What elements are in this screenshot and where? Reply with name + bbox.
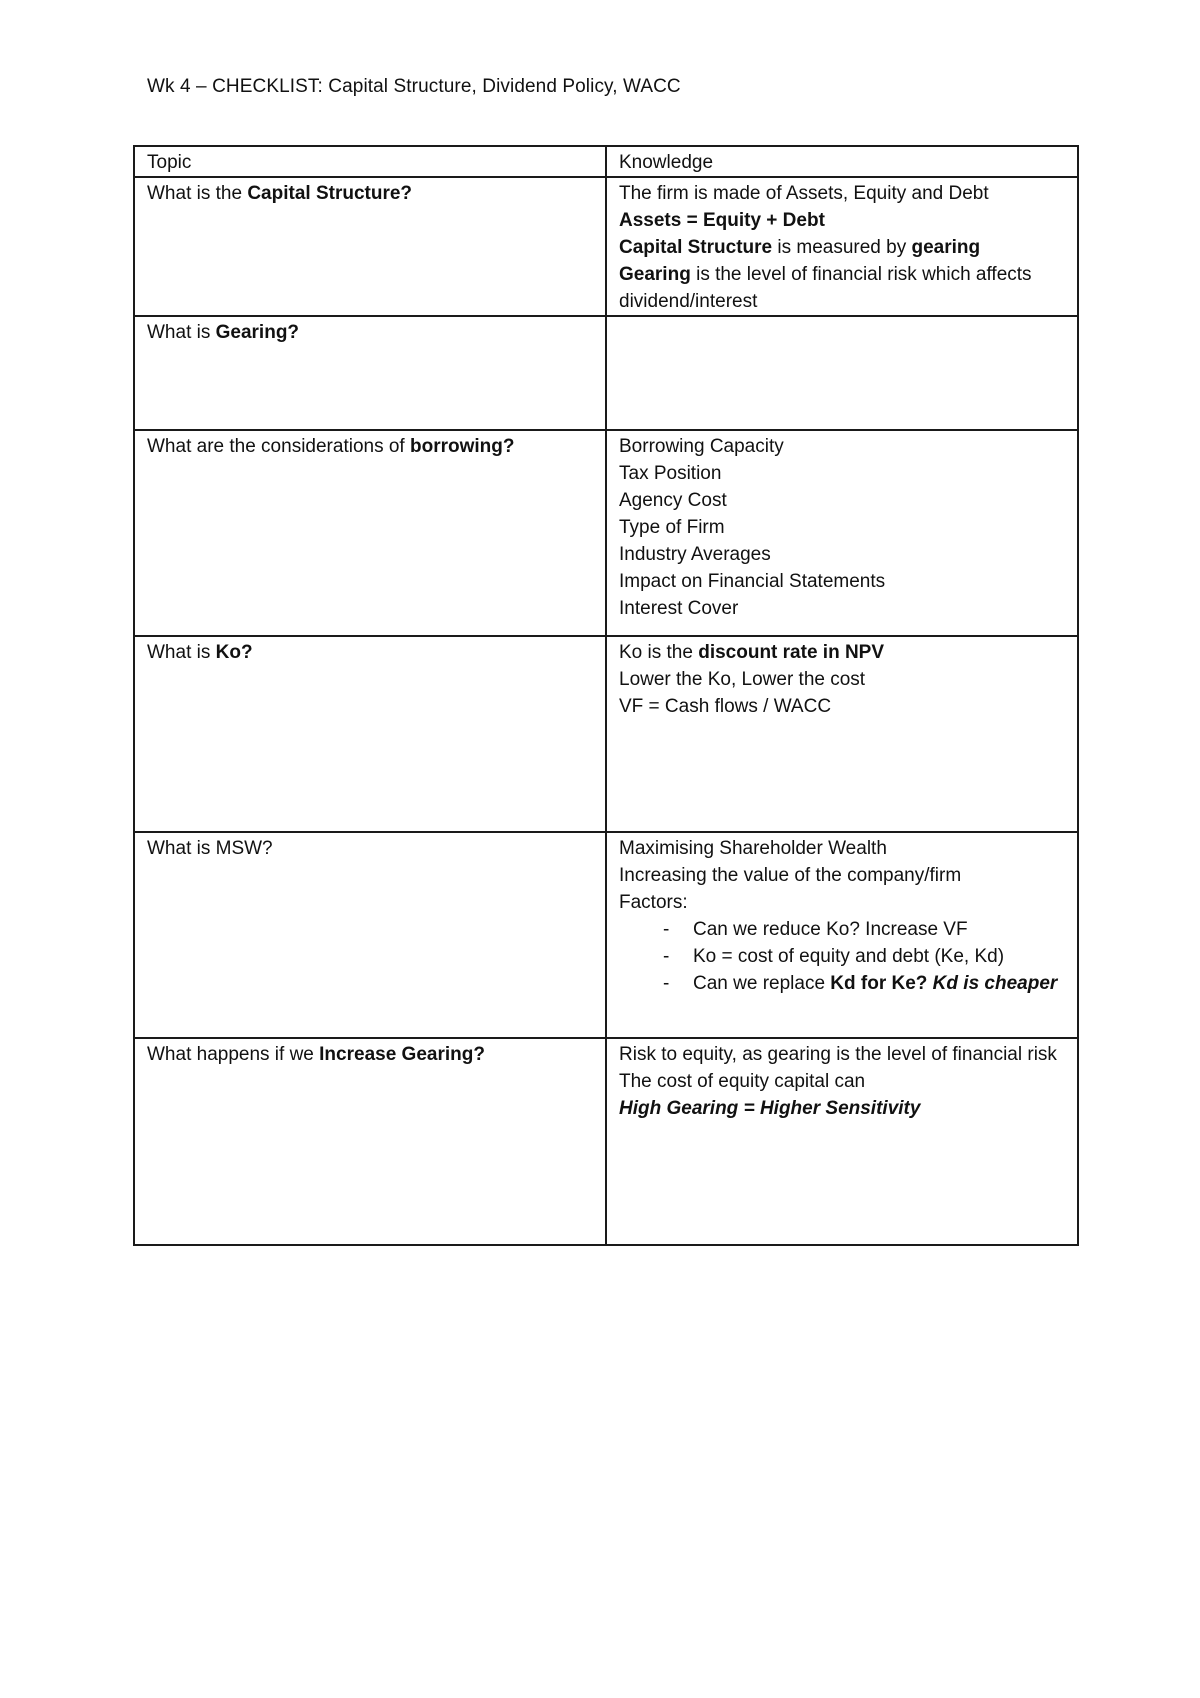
knowledge-line: Agency Cost bbox=[619, 490, 727, 511]
table-row bbox=[134, 430, 1078, 636]
knowledge-line: Lower the Ko, Lower the cost bbox=[619, 669, 866, 690]
table-row bbox=[134, 177, 1078, 316]
knowledge-line: VF = Cash flows / WACC bbox=[619, 696, 832, 717]
knowledge-line: Industry Averages bbox=[619, 544, 771, 565]
knowledge-line: The cost of equity capital can bbox=[619, 1071, 866, 1092]
knowledge-line: Gearing is the level of financial risk which affects dividend/interest bbox=[619, 264, 1032, 312]
table-row bbox=[134, 832, 1078, 1038]
knowledge-line: Factors: bbox=[619, 892, 688, 913]
list-item: - Ko = cost of equity and debt (Ke, Kd) bbox=[663, 943, 1065, 970]
knowledge-line: Interest Cover bbox=[619, 598, 739, 619]
table-row bbox=[134, 316, 1078, 430]
knowledge-line: Borrowing Capacity bbox=[619, 436, 784, 457]
knowledge-cell bbox=[606, 430, 1078, 636]
knowledge-line: Increasing the value of the company/firm bbox=[619, 865, 962, 886]
knowledge-cell bbox=[606, 832, 1078, 1038]
header-topic: Topic bbox=[134, 146, 606, 177]
knowledge-line: Assets = Equity + Debt bbox=[619, 210, 825, 231]
topic-cell: What is MSW? bbox=[134, 832, 606, 1038]
table-row bbox=[134, 1038, 1078, 1245]
list-item: - Can we replace Kd for Ke? Kd is cheaper bbox=[663, 970, 1065, 997]
knowledge-line-emphasis: High Gearing = Higher Sensitivity bbox=[619, 1098, 921, 1119]
document-title: Wk 4 – CHECKLIST: Capital Structure, Dividend Policy, WACC bbox=[147, 76, 681, 97]
topic-cell: What is Gearing? bbox=[134, 316, 606, 430]
knowledge-line: Ko is the discount rate in NPV bbox=[619, 642, 885, 663]
knowledge-cell bbox=[606, 177, 1078, 316]
knowledge-line: The firm is made of Assets, Equity and Debt bbox=[619, 183, 989, 204]
table-row bbox=[134, 636, 1078, 832]
knowledge-line: Maximising Shareholder Wealth bbox=[619, 838, 887, 859]
knowledge-line: Type of Firm bbox=[619, 517, 725, 538]
topic-cell: What is the Capital Structure? bbox=[134, 177, 606, 316]
table-header-row bbox=[134, 146, 1078, 177]
knowledge-cell bbox=[606, 636, 1078, 832]
topic-cell: What are the considerations of borrowing? bbox=[134, 430, 606, 636]
knowledge-cell bbox=[606, 1038, 1078, 1245]
topic-cell: What is Ko? bbox=[134, 636, 606, 832]
factor-list bbox=[619, 916, 1065, 997]
knowledge-line: Tax Position bbox=[619, 463, 722, 484]
knowledge-line: Capital Structure is measured by gearing bbox=[619, 237, 981, 258]
topic-cell: What happens if we Increase Gearing? bbox=[134, 1038, 606, 1245]
knowledge-cell-empty bbox=[606, 316, 1078, 430]
header-knowledge: Knowledge bbox=[606, 146, 1078, 177]
knowledge-line: Impact on Financial Statements bbox=[619, 571, 886, 592]
list-item: - Can we reduce Ko? Increase VF bbox=[663, 916, 1065, 943]
checklist-table bbox=[133, 145, 1079, 1246]
knowledge-line: Risk to equity, as gearing is the level of financial risk bbox=[619, 1044, 1057, 1065]
